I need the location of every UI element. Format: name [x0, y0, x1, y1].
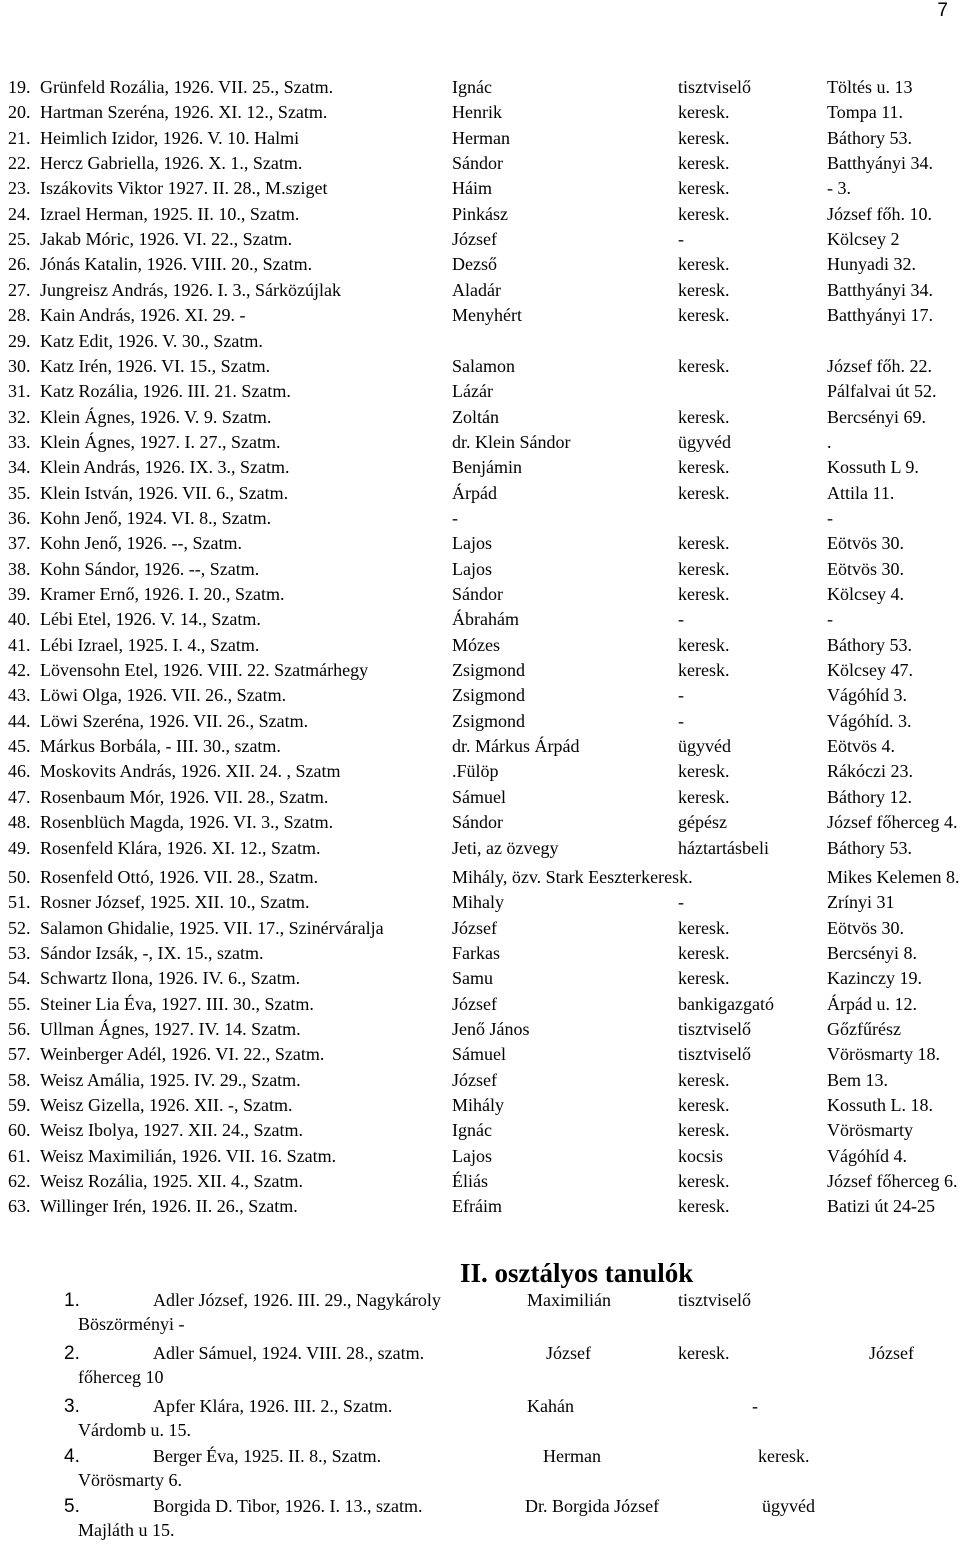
student-name-birth: Adler József, 1926. III. 29., Nagykároly: [153, 1290, 441, 1310]
table-row: [0, 1017, 960, 1042]
address-continued: főherceg 10: [78, 1367, 164, 1387]
entry-number: 3.: [64, 1396, 80, 1417]
table-row: [0, 329, 960, 354]
student-name-birth: Weisz Maximilián, 1926. VII. 16. Szatm.: [40, 1145, 337, 1166]
parent-occupation: -: [678, 685, 684, 706]
entry-number: 38.: [8, 558, 31, 579]
student-name-birth: Rosner József, 1925. XII. 10., Szatm.: [40, 892, 310, 913]
entry-number: 60.: [8, 1120, 31, 1141]
parent-name: Ábrahám: [452, 609, 519, 630]
student-name-birth: Márkus Borbála, - III. 30., szatm.: [40, 736, 281, 757]
table-row: [0, 506, 960, 531]
entry-number: 35.: [8, 482, 31, 503]
student-name-birth: Moskovits András, 1926. XII. 24. , Szatm: [40, 761, 341, 782]
address: Bercsényi 8.: [827, 942, 917, 963]
address: Batthyányi 34.: [827, 153, 933, 174]
parent-name: Kahán: [527, 1396, 574, 1416]
parent-name: József: [452, 229, 497, 250]
entry-number: 45.: [8, 736, 31, 757]
address: Kossuth L. 18.: [827, 1095, 934, 1115]
address: Hunyadi 32.: [827, 254, 916, 275]
address: Kölcsey 4.: [827, 584, 904, 604]
entry-number: 41.: [8, 634, 31, 655]
entry-number: 24.: [8, 203, 31, 224]
table-row: [0, 557, 960, 582]
table-row: [0, 1169, 960, 1194]
parent-name: Lajos: [452, 533, 492, 554]
table-row: [0, 810, 960, 835]
parent-name: Menyhért: [452, 305, 522, 326]
parent-occupation: keresk.: [678, 917, 730, 938]
parent-name: Herman: [543, 1446, 601, 1466]
parent-occupation: keresk.: [678, 457, 730, 478]
parent-name: Ignác: [452, 77, 492, 97]
parent-name: Zsigmond: [452, 685, 526, 706]
parent-occupation: keresk.: [678, 1196, 730, 1217]
address: Báthory 53.: [827, 127, 912, 148]
parent-name: Herman: [452, 127, 510, 148]
address: Tompa 11.: [827, 102, 904, 123]
table-row: [0, 202, 960, 227]
parent-occupation: tisztviselő: [678, 1290, 751, 1310]
address: .: [827, 431, 832, 452]
student-name-birth: Kohn Jenő, 1926. --, Szatm.: [40, 533, 242, 554]
entry-number: 4.: [64, 1446, 80, 1467]
table-row: [0, 941, 960, 966]
entry-number: 21.: [8, 127, 31, 148]
address: József főh. 10.: [827, 203, 932, 224]
parent-occupation: keresk.: [678, 482, 730, 503]
entry-number: 26.: [8, 254, 31, 275]
parent-occupation: keresk.: [678, 558, 730, 579]
student-name-birth: Klein Ágnes, 1927. I. 27., Szatm.: [40, 431, 281, 452]
student-name-birth: Jungreisz András, 1926. I. 3., Sárközújlak: [40, 279, 341, 300]
entry-number: 30.: [8, 355, 31, 376]
parent-occupation: kocsis: [678, 1145, 723, 1166]
student-name-birth: Sándor Izsák, -, IX. 15., szatm.: [40, 942, 264, 963]
entry-number: 47.: [8, 786, 31, 807]
table-row: [0, 865, 960, 890]
parent-name: Sámuel: [452, 1044, 506, 1065]
parent-name: Mózes: [452, 634, 500, 655]
entry-number: 39.: [8, 584, 31, 604]
entry-number: 55.: [8, 993, 31, 1014]
entry-number: 56.: [8, 1018, 31, 1039]
entry-number: 62.: [8, 1171, 31, 1192]
table-row: [0, 455, 960, 480]
parent-name: József: [452, 993, 497, 1014]
entry-number: 59.: [8, 1095, 31, 1115]
address: - 3.: [827, 178, 851, 199]
parent-name: Lázár: [452, 381, 493, 402]
parent-name: -: [452, 507, 458, 528]
address: Báthory 53.: [827, 634, 912, 655]
student-name-birth: Weinberger Adél, 1926. VI. 22., Szatm.: [40, 1044, 325, 1065]
address: József főherceg 4.: [827, 812, 958, 833]
parent-name: Sándor: [452, 584, 503, 604]
table-row: [0, 734, 960, 759]
parent-name: Éliás: [452, 1171, 488, 1192]
entry-number: 1.: [64, 1290, 80, 1311]
student-name-birth: Salamon Ghidalie, 1925. VII. 17., Szinérváralja: [40, 917, 384, 938]
parent-name: Mihály: [452, 1095, 504, 1115]
student-name-birth: Iszákovits Viktor 1927. II. 28., M.sziget: [40, 178, 328, 199]
parent-name: Jeti, az özvegy: [452, 837, 559, 858]
entry-number: 43.: [8, 685, 31, 706]
table-row: [0, 607, 960, 632]
parent-occupation: ügyvéd: [762, 1496, 815, 1516]
student-name-birth: Klein Ágnes, 1926. V. 9. Szatm.: [40, 406, 272, 427]
parent-occupation: keresk.: [678, 761, 730, 782]
parent-occupation: ügyvéd: [678, 431, 731, 452]
parent-occupation: keresk.: [678, 178, 730, 199]
address: Mikes Kelemen 8.: [827, 866, 960, 887]
parent-occupation: keresk.: [678, 584, 730, 604]
parent-occupation: keresk.: [678, 634, 730, 655]
parent-name: Zsigmond: [452, 710, 526, 731]
address: Gőzfűrész: [827, 1018, 901, 1039]
table-row: [0, 890, 960, 915]
parent-name: Háim: [452, 178, 492, 199]
parent-occupation: keresk.: [678, 786, 730, 807]
entry-number: 48.: [8, 812, 31, 833]
entry-number: 58.: [8, 1069, 31, 1090]
address: Attila 11.: [827, 482, 895, 503]
student-name-birth: Berger Éva, 1925. II. 8., Szatm.: [153, 1446, 382, 1466]
table-row: [0, 916, 960, 941]
table-row: [0, 100, 960, 125]
entry-number: 29.: [8, 330, 31, 351]
parent-name: Sándor: [452, 812, 503, 833]
student-name-birth: Weisz Gizella, 1926. XII. -, Szatm.: [40, 1095, 293, 1115]
parent-name: Samu: [452, 968, 494, 989]
address: Zrínyi 31: [827, 892, 895, 913]
parent-name: Ignác: [452, 1120, 492, 1141]
address: Vörösmarty: [827, 1120, 913, 1141]
entry-number: 52.: [8, 917, 31, 938]
table-row: [0, 227, 960, 252]
parent-occupation: tisztviselő: [678, 77, 751, 97]
entry-number: 2.: [64, 1343, 80, 1364]
parent-occupation: keresk.: [678, 1069, 730, 1090]
parent-name: .Fülöp: [452, 761, 499, 782]
table-row: [0, 151, 960, 176]
parent-occupation: keresk.: [678, 153, 730, 174]
entry-number: 33.: [8, 431, 31, 452]
parent-occupation: -: [678, 710, 684, 731]
entry-number: 31.: [8, 381, 31, 402]
parent-name: Mihaly: [452, 892, 504, 913]
student-name-birth: Lébi Etel, 1926. V. 14., Szatm.: [40, 609, 261, 630]
page-number: 7: [937, 0, 948, 21]
entry-number: 51.: [8, 892, 31, 913]
address: Pálfalvai út 52.: [827, 381, 937, 402]
table-row: [0, 966, 960, 991]
student-name-birth: Löwi Olga, 1926. VII. 26., Szatm.: [40, 685, 287, 706]
parent-name: Maximilián: [527, 1290, 611, 1310]
parent-name: Lajos: [452, 558, 492, 579]
table-row: [0, 582, 960, 607]
entry-number: 57.: [8, 1044, 31, 1065]
student-name-birth: Kohn Sándor, 1926. --, Szatm.: [40, 558, 260, 579]
parent-occupation: háztartásbeli: [678, 837, 769, 858]
table-row: [0, 1042, 960, 1067]
parent-name: Zoltán: [452, 406, 499, 427]
parent-occupation: tisztviselő: [678, 1044, 751, 1065]
address: Bercsényi 69.: [827, 406, 926, 427]
address: Vágóhíd 4.: [827, 1145, 907, 1166]
address: -: [827, 507, 833, 528]
parent-name: Salamon: [452, 355, 515, 376]
parent-name: József: [452, 1069, 497, 1090]
student-name-birth: Rosenfeld Klára, 1926. XI. 12., Szatm.: [40, 837, 321, 858]
table-row: [0, 1144, 960, 1169]
entry-number: 42.: [8, 660, 31, 681]
parent-occupation: keresk.: [678, 942, 730, 963]
table-row: [0, 75, 960, 100]
parent-occupation: keresk.: [678, 127, 730, 148]
table-row: [0, 354, 960, 379]
address: József főherceg 6.: [827, 1171, 958, 1192]
address: Eötvös 4.: [827, 736, 896, 757]
table-row: [0, 785, 960, 810]
address: Kölcsey 47.: [827, 660, 913, 681]
student-name-birth: Kain András, 1926. XI. 29. -: [40, 305, 246, 326]
address: Batthyányi 34.: [827, 279, 933, 300]
table-row: [0, 430, 960, 455]
address: Vágóhíd. 3.: [827, 710, 912, 731]
parent-name: Jenő János: [452, 1018, 530, 1039]
entry-number: 20.: [8, 102, 31, 123]
parent-occupation: keresk.: [758, 1446, 810, 1466]
parent-occupation: keresk.: [678, 203, 730, 224]
parent-occupation: keresk.: [678, 533, 730, 554]
entry-number: 34.: [8, 457, 31, 478]
address-continued: Várdomb u. 15.: [78, 1420, 191, 1440]
parent-occupation: keresk.: [678, 1095, 730, 1115]
table-row: [0, 683, 960, 708]
parent-occupation: ügyvéd: [678, 736, 731, 757]
parent-name: Benjámin: [452, 457, 522, 478]
parent-name: Sámuel: [452, 786, 506, 807]
parent-name: Mihály, özv. Stark Eeszterkeresk.: [452, 866, 693, 887]
entry-number: 50.: [8, 866, 31, 887]
student-name-birth: Rosenfeld Ottó, 1926. VII. 28., Szatm.: [40, 866, 319, 887]
entry-number: 63.: [8, 1196, 31, 1217]
address: Kazinczy 19.: [827, 968, 922, 989]
entry-number: 53.: [8, 942, 31, 963]
address: Kossuth L 9.: [827, 457, 919, 478]
student-name-birth: Hartman Szeréna, 1926. XI. 12., Szatm.: [40, 102, 328, 123]
entry-number: 37.: [8, 533, 31, 554]
address-continued: Böszörményi -: [78, 1314, 185, 1334]
entry-number: 5.: [64, 1496, 80, 1517]
entry-number: 44.: [8, 710, 31, 731]
student-name-birth: Willinger Irén, 1926. II. 26., Szatm.: [40, 1196, 298, 1217]
student-name-birth: Weisz Rozália, 1925. XII. 4., Szatm.: [40, 1171, 303, 1192]
parent-name: dr. Klein Sándor: [452, 431, 571, 452]
parent-occupation: keresk.: [678, 660, 730, 681]
parent-occupation: keresk.: [678, 968, 730, 989]
parent-occupation: keresk.: [678, 1171, 730, 1192]
address: Báthory 53.: [827, 837, 912, 858]
address: Eötvös 30.: [827, 533, 905, 554]
parent-occupation: keresk.: [678, 1120, 730, 1141]
address: Kölcsey 2: [827, 229, 900, 250]
address: Vágóhíd 3.: [827, 685, 907, 706]
entry-number: 27.: [8, 279, 31, 300]
parent-name: József: [452, 917, 497, 938]
parent-name: Efráim: [452, 1196, 502, 1217]
entry-number: 19.: [8, 77, 31, 97]
student-name-birth: Klein István, 1926. VII. 6., Szatm.: [40, 482, 289, 503]
parent-name: Pinkász: [452, 203, 508, 224]
parent-name: Árpád: [452, 482, 497, 503]
student-name-birth: Adler Sámuel, 1924. VIII. 28., szatm.: [153, 1343, 425, 1363]
student-name-birth: Steiner Lia Éva, 1927. III. 30., Szatm.: [40, 993, 314, 1014]
entry-number: 49.: [8, 837, 31, 858]
parent-occupation: keresk.: [678, 305, 730, 326]
student-name-birth: Katz Irén, 1926. VI. 15., Szatm.: [40, 355, 271, 376]
entry-number: 22.: [8, 153, 31, 174]
student-name-birth: Jónás Katalin, 1926. VIII. 20., Szatm.: [40, 254, 313, 275]
address: Vörösmarty 18.: [827, 1044, 940, 1065]
address: Báthory 12.: [827, 786, 912, 807]
address: Batizi út 24-25: [827, 1196, 935, 1217]
address: Rákóczi 23.: [827, 761, 913, 782]
student-name-birth: Ullman Ágnes, 1927. IV. 14. Szatm.: [40, 1018, 301, 1039]
parent-name: Sándor: [452, 153, 503, 174]
table-row: [0, 759, 960, 784]
parent-occupation: -: [678, 229, 684, 250]
student-name-birth: Kramer Ernő, 1926. I. 20., Szatm.: [40, 584, 285, 604]
table-row: [0, 252, 960, 277]
table-row: [0, 278, 960, 303]
table-row: [0, 176, 960, 201]
student-name-birth: Hercz Gabriella, 1926. X. 1., Szatm.: [40, 153, 303, 174]
entry-number: 28.: [8, 305, 31, 326]
address-continued: Vörösmarty 6.: [78, 1470, 182, 1490]
parent-name: Lajos: [452, 1145, 492, 1166]
student-name-birth: Löwi Szeréna, 1926. VII. 26., Szatm.: [40, 710, 309, 731]
student-name-birth: Apfer Klára, 1926. III. 2., Szatm.: [153, 1396, 393, 1416]
parent-occupation: keresk.: [678, 102, 730, 123]
parent-occupation: tisztviselő: [678, 1018, 751, 1039]
student-name-birth: Katz Edit, 1926. V. 30., Szatm.: [40, 330, 263, 351]
table-row: [0, 303, 960, 328]
parent-name: Zsigmond: [452, 660, 526, 681]
address: Bem 13.: [827, 1069, 888, 1090]
parent-occupation: bankigazgató: [678, 993, 774, 1014]
parent-name: Dr. Borgida József: [525, 1496, 660, 1516]
address: Töltés u. 13: [827, 77, 913, 97]
student-name-birth: Heimlich Izidor, 1926. V. 10. Halmi: [40, 127, 300, 148]
address: József főh. 22.: [827, 355, 932, 376]
parent-occupation: -: [678, 609, 684, 630]
parent-occupation: keresk.: [678, 279, 730, 300]
section-heading: II. osztályos tanulók: [460, 1258, 694, 1288]
address-continued: Majláth u 15.: [78, 1520, 175, 1540]
student-name-birth: Jakab Móric, 1926. VI. 22., Szatm.: [40, 229, 293, 250]
entry-number: 46.: [8, 761, 31, 782]
parent-occupation: keresk.: [678, 355, 730, 376]
address: Batthyányi 17.: [827, 305, 933, 326]
parent-occupation: gépész: [678, 812, 727, 833]
entry-number: 25.: [8, 229, 31, 250]
table-row: [0, 992, 960, 1017]
entry-number: 61.: [8, 1145, 31, 1166]
student-name-birth: Rosenbaum Mór, 1926. VII. 28., Szatm.: [40, 786, 329, 807]
entry-number: 54.: [8, 968, 31, 989]
entry-number: 36.: [8, 507, 31, 528]
student-name-birth: Borgida D. Tibor, 1926. I. 13., szatm.: [153, 1496, 423, 1516]
student-name-birth: Izrael Herman, 1925. II. 10., Szatm.: [40, 203, 300, 224]
parent-name: dr. Márkus Árpád: [452, 736, 580, 757]
student-name-birth: Kohn Jenő, 1924. VI. 8., Szatm.: [40, 507, 272, 528]
address: Árpád u. 12.: [827, 993, 917, 1014]
parent-name: Farkas: [452, 942, 500, 963]
student-name-birth: Grünfeld Rozália, 1926. VII. 25., Szatm.: [40, 77, 334, 97]
table-row: [0, 126, 960, 151]
entry-number: 23.: [8, 178, 31, 199]
table-row: [0, 379, 960, 404]
table-row: [0, 1118, 960, 1143]
student-name-birth: Rosenblüch Magda, 1926. VI. 3., Szatm.: [40, 812, 334, 833]
student-name-birth: Lövensohn Etel, 1926. VIII. 22. Szatmárhegy: [40, 660, 369, 681]
table-row: [0, 481, 960, 506]
parent-name: Aladár: [452, 279, 501, 300]
parent-name: Dezső: [452, 254, 497, 275]
student-name-birth: Weisz Ibolya, 1927. XII. 24., Szatm.: [40, 1120, 303, 1141]
table-row: [0, 531, 960, 556]
student-name-birth: Weisz Amália, 1925. IV. 29., Szatm.: [40, 1069, 301, 1090]
address: Eötvös 30.: [827, 558, 905, 579]
table-row: [0, 405, 960, 430]
parent-occupation: keresk.: [678, 254, 730, 275]
address: Eötvös 30.: [827, 917, 905, 938]
address: József: [869, 1343, 914, 1363]
entry-number: 32.: [8, 406, 31, 427]
address: -: [827, 609, 833, 630]
entry-number: 40.: [8, 609, 31, 630]
table-row: [0, 709, 960, 734]
student-name-birth: Katz Rozália, 1926. III. 21. Szatm.: [40, 381, 291, 402]
parent-name: József: [546, 1343, 591, 1363]
student-name-birth: Lébi Izrael, 1925. I. 4., Szatm.: [40, 634, 260, 655]
table-row: [0, 658, 960, 683]
student-name-birth: Schwartz Ilona, 1926. IV. 6., Szatm.: [40, 968, 301, 989]
parent-occupation: -: [752, 1396, 758, 1416]
table-row: [0, 633, 960, 658]
parent-name: Henrik: [452, 102, 502, 123]
parent-occupation: -: [678, 892, 684, 913]
parent-occupation: keresk.: [678, 406, 730, 427]
table-row: [0, 1093, 960, 1118]
table-row: [0, 836, 960, 861]
table-row: [0, 1194, 960, 1219]
student-name-birth: Klein András, 1926. IX. 3., Szatm.: [40, 457, 290, 478]
parent-occupation: keresk.: [678, 1343, 730, 1363]
table-row: [0, 1068, 960, 1093]
